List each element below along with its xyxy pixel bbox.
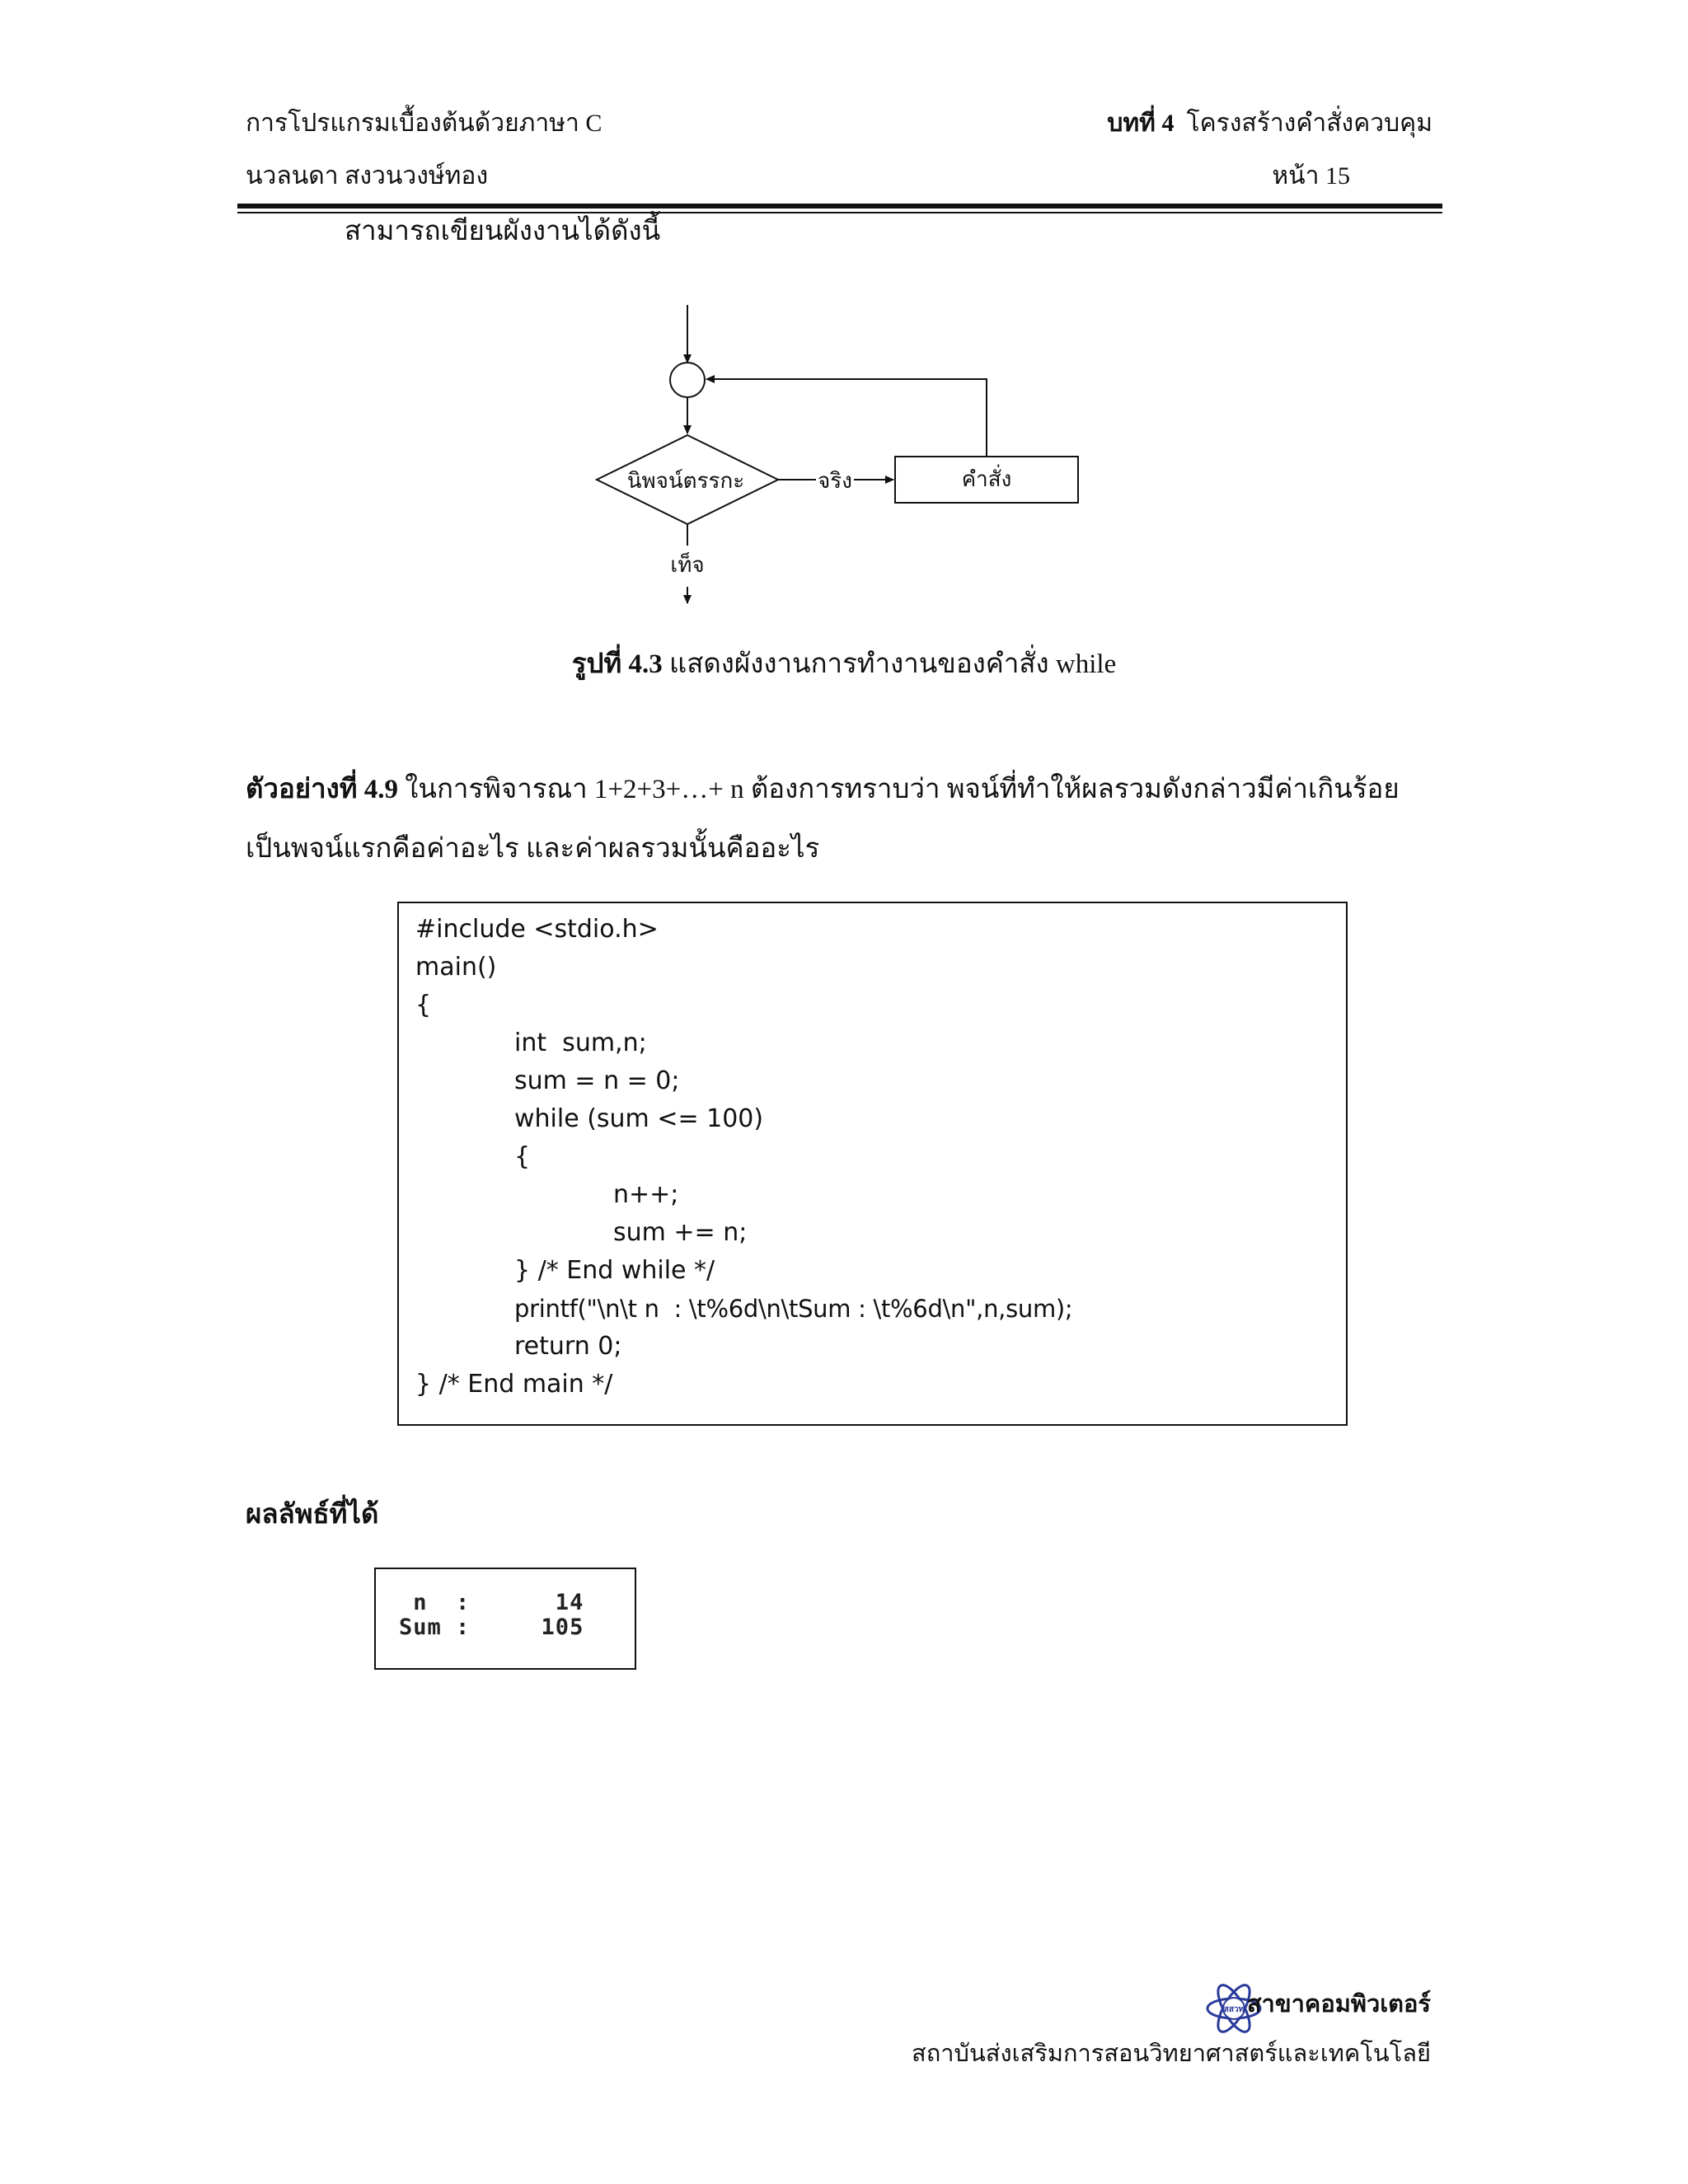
footer-institute: สถาบันส่งเสริมการสอนวิทยาศาสตร์และเทคโนโลยี [912,2041,1431,2067]
code-line: { [415,991,432,1019]
example-text-line1: ในการพิจารณา 1+2+3+…+ n ต้องการทราบว่า พจน์ที่ทำให้ผลรวมดังกล่าวมีค่าเกินร้อย [398,775,1400,804]
loop-back-line [706,379,987,457]
condition-label: นิพจน์ตรรกะ [626,469,745,493]
example-paragraph-line2: เป็นพจน์แรกคือค่าอะไร และค่าผลรวมนั้นคืออะไร [246,834,820,864]
code-line: #include <stdio.h> [415,915,659,944]
figure-text: แสดงผังงานการทำงานของคำสั่ง while [662,649,1117,679]
code-line: } /* End while */ [514,1256,715,1285]
example-label: ตัวอย่างที่ 4.9 [246,775,399,804]
chapter-title: โครงสร้างคำสั่งควบคุม [1186,110,1432,137]
program-output-box [374,1568,636,1670]
true-label: จริง [818,469,852,493]
code-line: } /* End main */ [415,1370,613,1399]
output-line-n: n : 14 [399,1590,584,1615]
code-line: n++; [613,1180,679,1209]
header-left-title: การโปรแกรมเบื้องต้นด้วยภาษา C [246,110,603,137]
code-line: printf("\n\t n : \t%6d\n\tSum : \t%6d\n",n,sum); [514,1295,1073,1323]
logo-text: สสวท [1223,2005,1245,2014]
false-label: เท็จ [670,553,705,577]
code-line: int sum,n; [514,1029,647,1057]
header-chapter [1107,109,1432,138]
figure-caption [0,648,1688,681]
header-page-number: หน้า 15 [1272,162,1350,190]
intro-text: สามารถเขียนผังงานได้ดังนี้ [345,217,661,246]
output-line-sum: Sum : 105 [399,1615,584,1640]
while-flowchart [577,297,1104,610]
figure-label: รูปที่ 4.3 [571,649,663,679]
code-line: return 0; [514,1332,622,1361]
chapter-label: บทที่ 4 [1107,110,1175,137]
header-author: นวลนดา สงวนวงษ์ทอง [246,162,489,190]
code-line: main() [415,953,497,982]
header-rule-thick [237,204,1442,209]
result-heading: ผลลัพธ์ที่ได้ [246,1500,379,1530]
connector-circle [670,363,705,397]
code-listing-box [397,902,1348,1426]
code-line: sum = n = 0; [514,1066,680,1095]
footer-department: สาขาคอมพิวเตอร์ [1246,1991,1431,2018]
code-line: while (sum <= 100) [514,1104,764,1133]
code-line: sum += n; [613,1218,748,1247]
code-line: { [514,1142,531,1171]
statement-label: คำสั่ง [961,467,1012,491]
example-paragraph-line1 [246,771,1400,808]
